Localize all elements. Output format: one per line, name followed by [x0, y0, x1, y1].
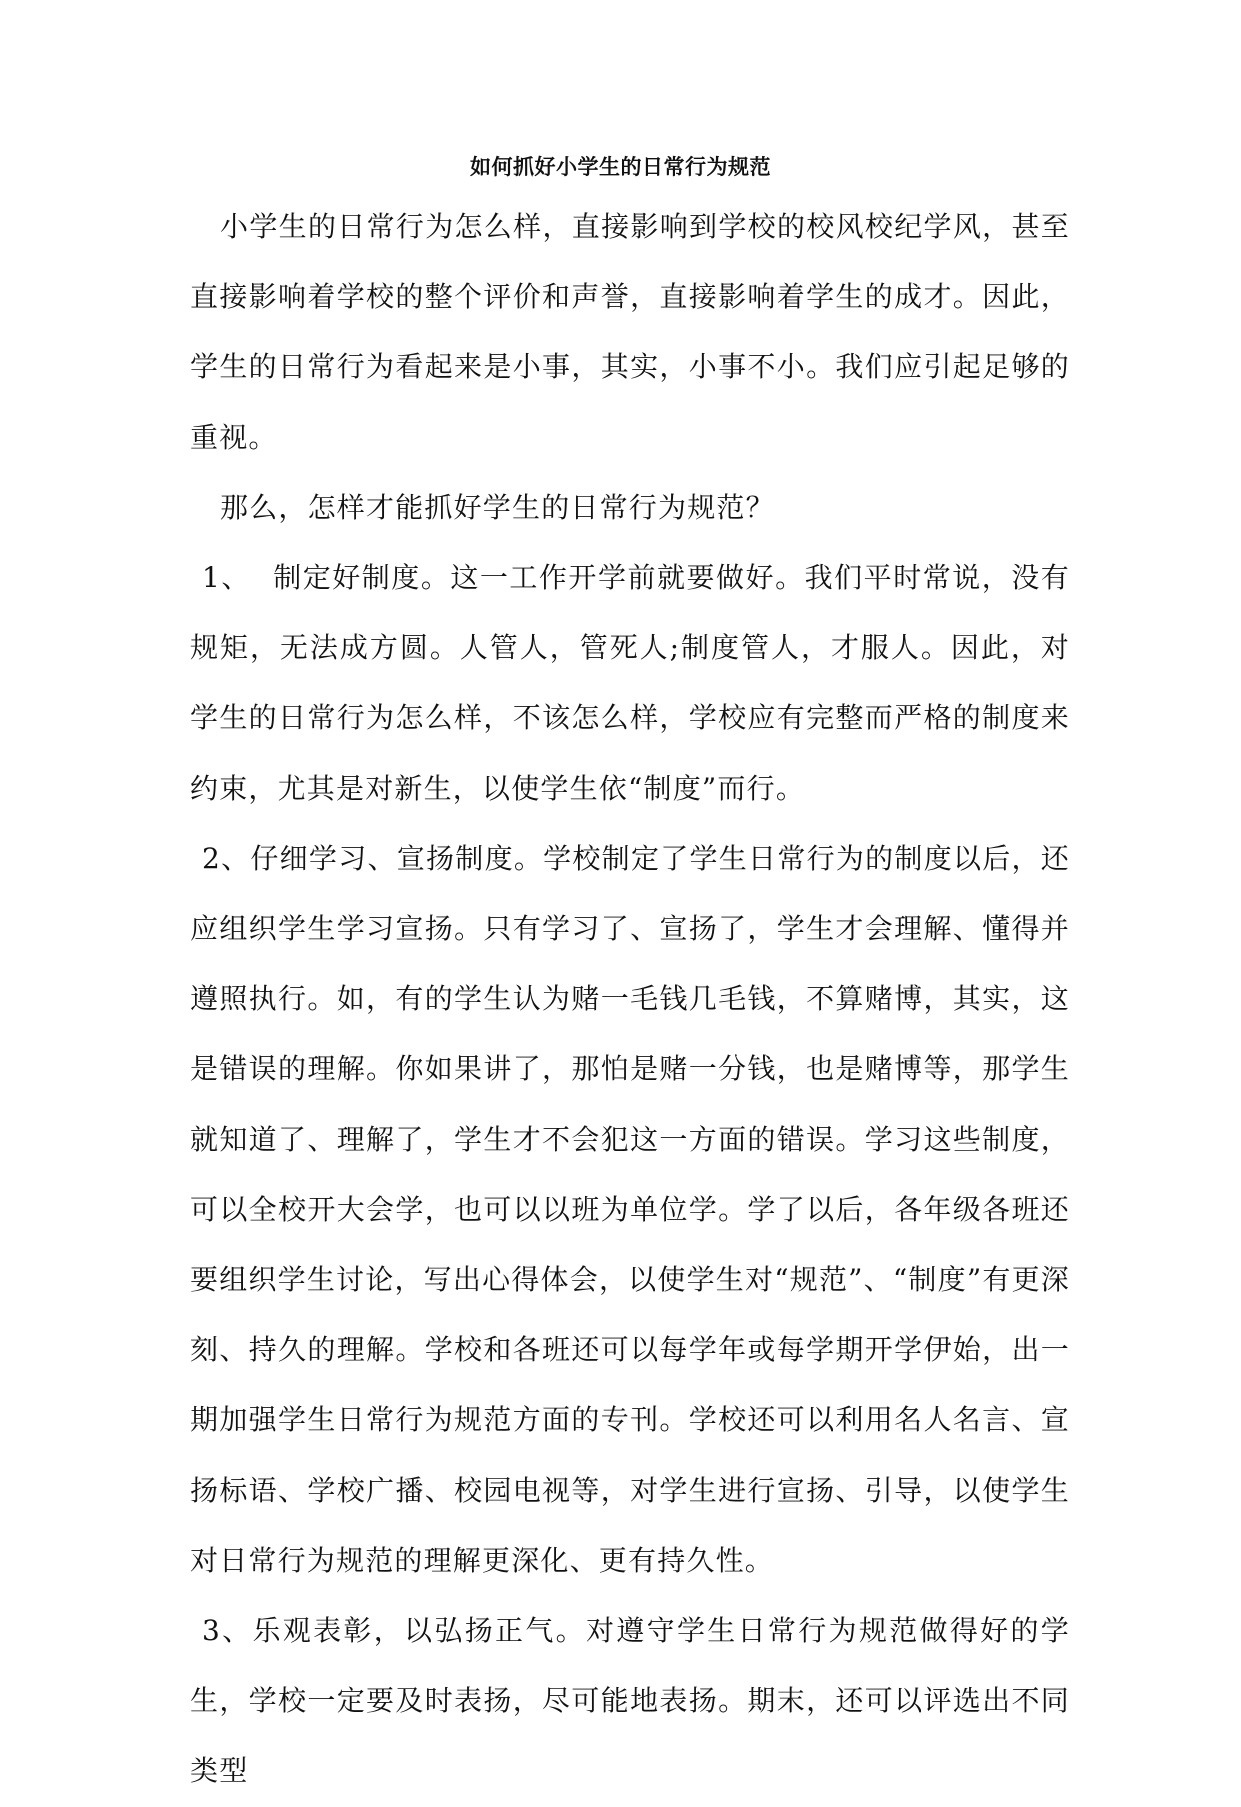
document-title: 如何抓好小学生的日常行为规范 — [470, 154, 771, 179]
document-body — [190, 192, 1070, 1807]
question-paragraph: 那么，怎样才能抓好学生的日常行为规范？ — [220, 490, 775, 524]
item-2-paragraph: 2、仔细学习、宣扬制度。学校制定了学生日常行为的制度以后，还应组织学生学习宣扬。只有学习了、宣扬了，学生才会理解、懂得并遵照执行。如，有的学生认为赌一毛钱几毛钱，不算赌博，其实，这是错误的理解。你如果讲了，那怕是赌一分钱，也是赌博等，那学生就知道了、理解了，学生才不会犯这一方面的错误。学习这些制度，可以全校开大会学，也可以以班为单位学。学了以后，各年级各班还要组织学生讨论，写出心得体会，以使学生对“规范”、“制度”有更深刻、持久的理解。学校和各班还可以每学年或每学期开学伊始，出一期加强学生日常行为规范方面的专刊。学校还可以利用名人名言、宣扬标语、学校广播、校园电视等，对学生进行宣扬、引导，以使学生对日常行为规范的理解更深化、更有持久性。 — [190, 841, 1070, 1577]
intro-paragraph: 小学生的日常行为怎么样，直接影响到学校的校风校纪学风，甚至直接影响着学校的整个评价和声誉，直接影响着学生的成才。因此，学生的日常行为看起来是小事，其实，小事不小。我们应引起足够的重视。 — [190, 210, 1070, 454]
item-1-paragraph — [190, 543, 1070, 824]
item-1-text: 制定好制度。这一工作开学前就要做好。我们平时常说，没有规矩，无法成方圆。人管人，管死人;制度管人，才服人。因此，对学生的日常行为怎么样，不该怎么样，学校应有完整而严格的制度来约束，尤其是对新生，以使学生依“制度”而行。 — [190, 561, 1071, 805]
item-3-paragraph: 3、乐观表彰，以弘扬正气。对遵守学生日常行为规范做得好的学生，学校一定要及时表扬，尽可能地表扬。期末，还可以评选出不同类型 — [190, 1614, 1070, 1788]
item-1-number: 1、 — [202, 561, 251, 595]
